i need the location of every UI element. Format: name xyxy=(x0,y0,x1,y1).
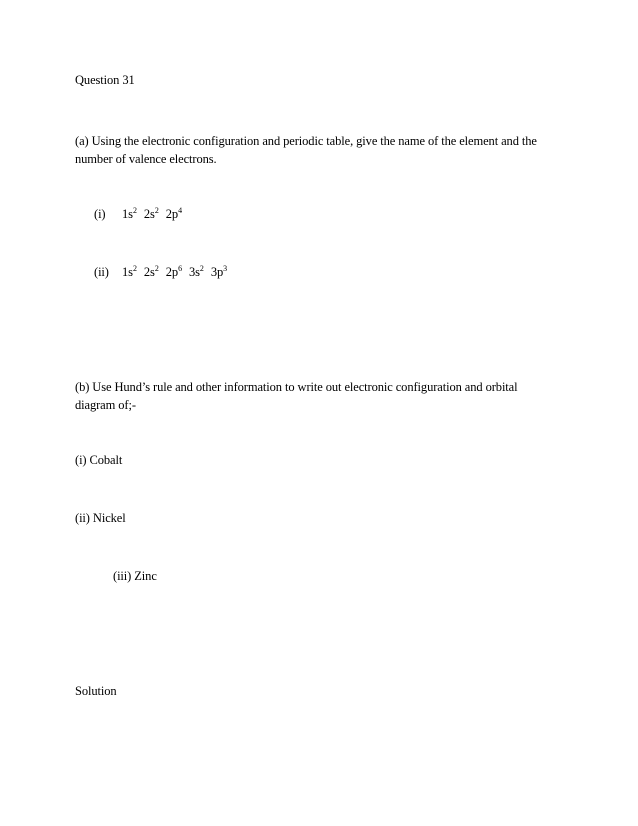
part-a-item-ii-configuration xyxy=(122,265,227,280)
config-term: $3p^3$ xyxy=(210,264,228,279)
config-term: $2s^2$ xyxy=(143,206,159,221)
config-term: $1s^2$ xyxy=(122,264,137,279)
question-label: Question 31 xyxy=(75,73,135,87)
part-b-item-cobalt: (i) Cobalt xyxy=(75,453,123,467)
config-term: $1s^2$ xyxy=(122,206,137,221)
part-b-text-line-2: diagram of;- xyxy=(75,398,136,412)
part-a-item-i-label: (i) xyxy=(94,207,106,221)
part-a-item-i xyxy=(94,207,182,222)
config-term: $3s^2$ xyxy=(189,264,204,279)
part-a-item-ii-label: (ii) xyxy=(94,265,109,279)
solution-label: Solution xyxy=(75,684,117,698)
part-a-item-i-configuration xyxy=(122,207,182,222)
config-term: $2p^4$ xyxy=(165,206,182,221)
part-a-item-ii xyxy=(94,265,227,280)
part-a-text-line-2: number of valence electrons. xyxy=(75,152,217,166)
config-term: $2s^2$ xyxy=(143,264,159,279)
config-term: $2p^6$ xyxy=(165,264,182,279)
part-b-text-line-1: (b) Use Hund’s rule and other information to write out electronic configuration and orbital xyxy=(75,380,518,394)
part-a-text-line-1: (a) Using the electronic configuration and periodic table, give the name of the element and the xyxy=(75,134,537,148)
part-b-item-zinc: (iii) Zinc xyxy=(113,569,157,583)
part-b-item-nickel: (ii) Nickel xyxy=(75,511,126,525)
